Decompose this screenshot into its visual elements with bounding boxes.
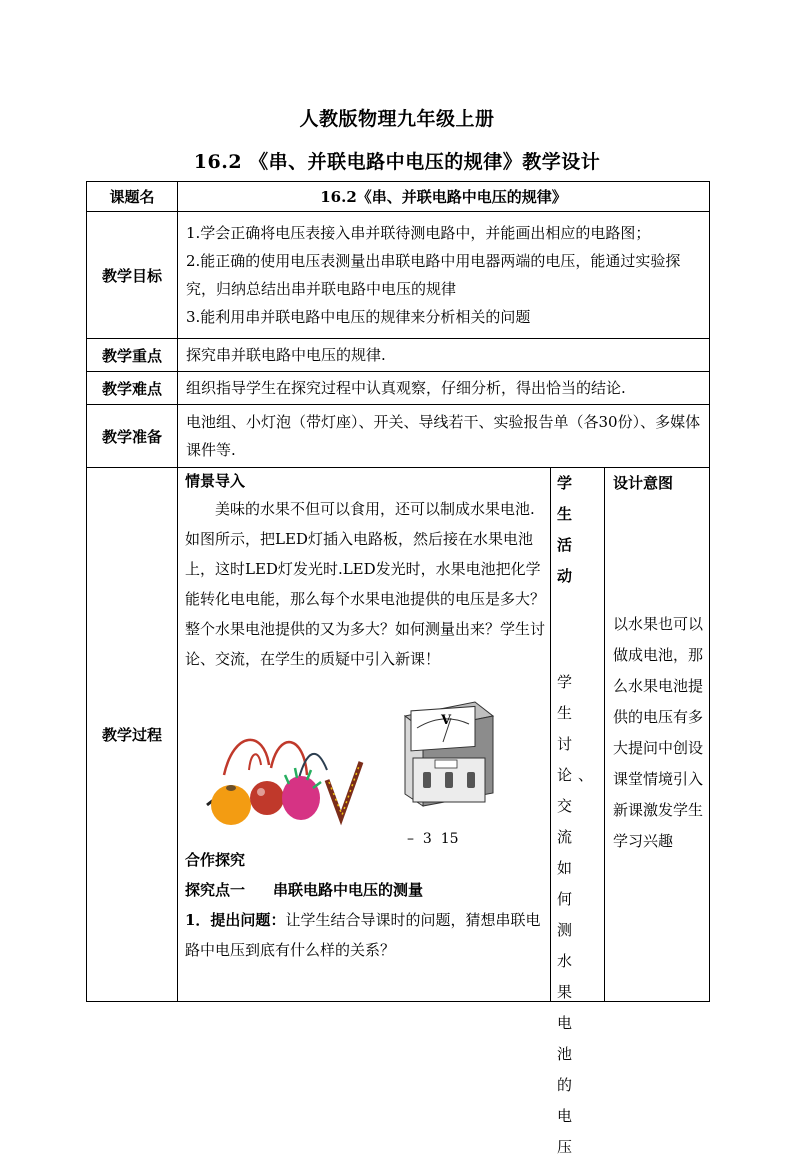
activity-heading: 学生活动 <box>557 474 583 585</box>
intent-text: 以水果也可以做成电池，那么水果电池提供的电压有多大提问中创设课堂情境引入新课激发学生学习兴趣 <box>613 615 704 850</box>
difficulty-label: 教学难点 <box>87 372 178 405</box>
voltmeter-symbol: V <box>441 713 452 728</box>
fruit-battery-figure <box>189 720 364 830</box>
coop-heading: 合作探究 <box>185 851 246 869</box>
q1-label: 1．提出问题： <box>185 911 286 929</box>
activity-column <box>551 468 605 1156</box>
activity-text: 学生讨论、交流如何测水果电池的电压 <box>557 673 600 1156</box>
goal-item: 1.学会正确将电压表接入串并联待测电路中，并能画出相应的电路图； <box>186 224 651 242</box>
row-goals <box>87 212 710 339</box>
goal-item: 2.能正确的使用电压表测量出串联电路中用电器两端的电压，能通过实验探究，归纳总结出串并联电路中电压的规律 <box>186 252 681 298</box>
point1-title: 串联电路中电压的测量 <box>273 881 424 899</box>
prep-label: 教学准备 <box>87 405 178 468</box>
topic-value: 16.2《串、并联电路中电压的规律》 <box>178 182 710 212</box>
q1-text: 让学生结合导课时的问题，猜想串联电路中电压到底有什么样的关系？ <box>185 911 541 959</box>
goal-item: 3.能利用串并联电路中电压的规律来分析相关的问题 <box>186 308 531 326</box>
row-key <box>87 339 710 372</box>
row-prep <box>87 405 710 468</box>
process-label: 教学过程 <box>87 468 178 1002</box>
goals-label: 教学目标 <box>87 212 178 339</box>
voltmeter-terminals: – 3 15 <box>407 831 459 847</box>
key-label: 教学重点 <box>87 339 178 372</box>
lesson-plan-table <box>86 181 710 1156</box>
doc-subtitle: 16.2 《串、并联电路中电压的规律》教学设计 <box>193 151 601 173</box>
point1-line <box>185 875 546 905</box>
key-value: 探究串并联电路中电压的规律. <box>178 339 710 372</box>
row-topic <box>87 182 710 212</box>
doc-title: 人教版物理九年级上册 <box>299 108 495 130</box>
row-process <box>87 468 710 1002</box>
intro-text: 美味的水果不但可以食用，还可以制成水果电池.如图所示，把LED灯插入电路板，然后接在水果电池上，这时LED灯发光时.LED发光时，水果电池把化学能转化电电能，那么每个水果电池提供的电压是多大？整个水果电池提供的又为多大？如何测量出来？学生讨论、交流，在学生的质疑中引入新课！ <box>185 500 546 668</box>
intent-column <box>605 468 709 1001</box>
intent-heading: 设计意图 <box>613 474 674 492</box>
q1-paragraph <box>185 905 546 965</box>
figure-row <box>185 690 546 845</box>
row-difficulty <box>87 372 710 405</box>
goals-cell <box>178 212 710 339</box>
point1-label: 探究点一 <box>185 881 246 899</box>
difficulty-value: 组织指导学生在探究过程中认真观察，仔细分析，得出恰当的结论. <box>178 372 710 405</box>
topic-label: 课题名 <box>87 182 178 212</box>
prep-value: 电池组、小灯泡（带灯座）、开关、导线若干、实验报告单（各30份）、多媒体课件等. <box>178 405 710 468</box>
intro-heading: 情景导入 <box>185 472 246 490</box>
process-main-column <box>178 468 551 1001</box>
